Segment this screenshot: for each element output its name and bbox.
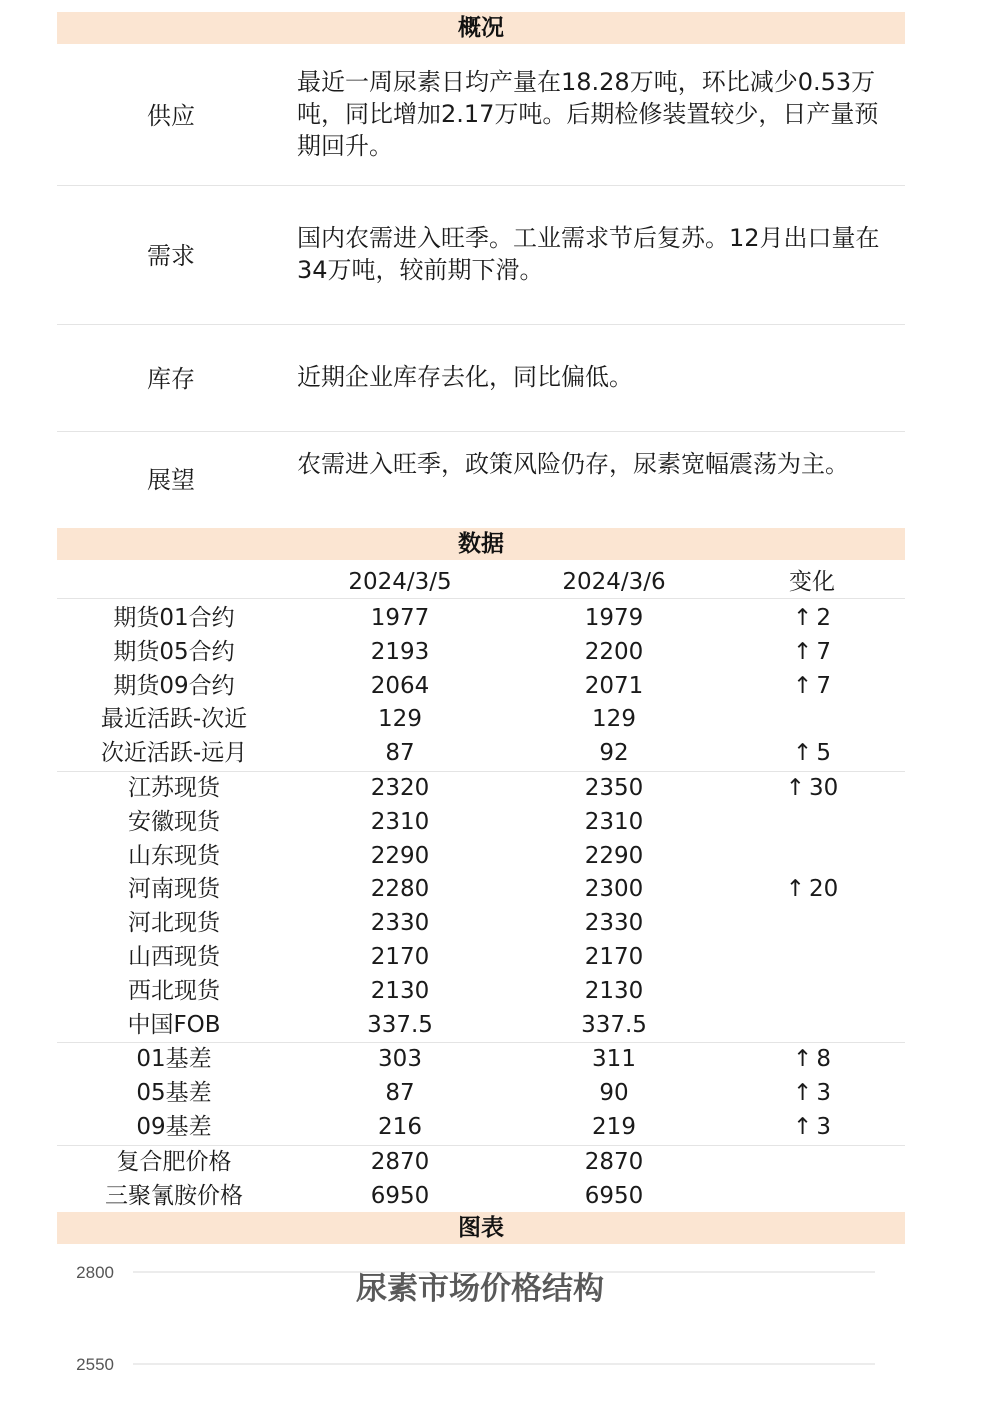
row-change <box>719 772 905 806</box>
row-value-date1: 87 <box>385 1080 415 1107</box>
row-value-date1: 2130 <box>370 977 430 1004</box>
table-row <box>57 636 905 670</box>
table-row <box>57 771 905 806</box>
change-value: 8 <box>816 1046 831 1073</box>
row-change <box>719 636 905 670</box>
arrow-up-icon: ↑ <box>793 1113 813 1140</box>
row-name: 中国FOB <box>127 1011 221 1038</box>
price-structure-chart <box>0 1245 992 1403</box>
row-value-date1: 2064 <box>370 672 430 699</box>
row-name: 05基差 <box>136 1080 212 1107</box>
arrow-up-icon: ↑ <box>793 1080 813 1107</box>
row-name: 期货05合约 <box>113 638 235 665</box>
row-name: 次近活跃-远月 <box>100 740 248 767</box>
change-value: 20 <box>809 876 839 903</box>
row-value-date1: 2193 <box>370 638 430 665</box>
row-name: 河南现货 <box>128 876 220 903</box>
row-value-date1: 2320 <box>370 774 430 801</box>
row-value-date2: 1979 <box>584 605 644 631</box>
row-value-date1: 2170 <box>370 943 430 970</box>
row-name: 江苏现货 <box>128 774 220 801</box>
y-tick-label: 2800 <box>76 1263 114 1282</box>
row-value-date1: 2870 <box>370 1148 430 1175</box>
overview-label: 库存 <box>147 365 195 393</box>
row-name: 三聚氰胺价格 <box>105 1182 243 1209</box>
change-value: 5 <box>816 740 831 767</box>
overview-label: 需求 <box>147 242 195 270</box>
row-value-date2: 2170 <box>584 943 644 970</box>
overview-header: 概况 <box>57 12 905 44</box>
row-value-date1: 2290 <box>370 842 430 869</box>
overview-row-inventory <box>57 325 905 432</box>
column-header-date2: 2024/3/6 <box>562 569 666 595</box>
row-value-date2: 2330 <box>584 910 644 937</box>
row-value-date1: 2280 <box>370 876 430 903</box>
column-header-date1: 2024/3/5 <box>348 569 452 595</box>
row-value-date1: 129 <box>378 706 422 733</box>
row-value-date1: 1977 <box>370 605 430 631</box>
overview-row-supply <box>57 44 905 186</box>
table-row <box>57 1180 905 1214</box>
row-name: 山西现货 <box>128 943 220 970</box>
table-row <box>57 975 905 1009</box>
table-row <box>57 1111 905 1145</box>
overview-text: 农需进入旺季，政策风险仍存，尿素宽幅震荡为主。 <box>297 450 849 478</box>
data-table-header <box>57 566 905 599</box>
arrow-up-icon: ↑ <box>785 876 805 903</box>
row-value-date2: 219 <box>592 1113 636 1140</box>
row-change <box>719 1077 905 1111</box>
arrow-up-icon: ↑ <box>793 740 813 767</box>
change-value: 3 <box>816 1113 831 1140</box>
overview-row-outlook <box>57 432 905 524</box>
row-value-date2: 2071 <box>584 672 644 699</box>
row-name: 西北现货 <box>128 977 220 1004</box>
row-name: 安徽现货 <box>128 808 220 835</box>
row-value-date1: 303 <box>378 1046 422 1073</box>
row-value-date2: 311 <box>592 1046 636 1073</box>
table-row <box>57 873 905 907</box>
arrow-up-icon: ↑ <box>793 672 813 699</box>
table-row <box>57 703 905 737</box>
row-name: 河北现货 <box>128 910 220 937</box>
row-value-date2: 90 <box>599 1080 629 1107</box>
row-value-date2: 2350 <box>584 774 644 801</box>
row-name: 最近活跃-次近 <box>100 706 248 733</box>
row-change <box>719 737 905 771</box>
table-row <box>57 1009 905 1043</box>
row-change <box>719 602 905 636</box>
overview-text: 最近一周尿素日均产量在18.28万吨，环比减少0.53万吨，同比增加2.17万吨。后期检修装置较少，日产量预期回升。 <box>297 68 879 160</box>
row-value-date1: 2330 <box>370 910 430 937</box>
row-value-date2: 2290 <box>584 842 644 869</box>
arrow-up-icon: ↑ <box>785 774 805 801</box>
overview-text: 近期企业库存去化，同比偏低。 <box>297 363 633 391</box>
row-value-date2: 2870 <box>584 1148 644 1175</box>
row-name: 期货01合约 <box>113 605 235 631</box>
table-row <box>57 840 905 874</box>
table-row <box>57 737 905 771</box>
row-value-date1: 2310 <box>370 808 430 835</box>
row-value-date2: 337.5 <box>581 1011 647 1038</box>
table-row <box>57 1042 905 1077</box>
row-value-date2: 2200 <box>584 638 644 665</box>
table-row <box>57 1145 905 1180</box>
row-value-date1: 87 <box>385 740 415 767</box>
table-row <box>57 670 905 704</box>
row-name: 山东现货 <box>128 842 220 869</box>
row-change <box>719 670 905 704</box>
data-header: 数据 <box>57 528 905 560</box>
change-value: 7 <box>816 672 831 699</box>
overview-row-demand <box>57 186 905 325</box>
row-name: 01基差 <box>136 1046 212 1073</box>
row-value-date2: 2300 <box>584 876 644 903</box>
change-value: 3 <box>816 1080 831 1107</box>
row-change <box>719 1111 905 1145</box>
arrow-up-icon: ↑ <box>793 605 813 631</box>
table-row <box>57 806 905 840</box>
column-header-change: 变化 <box>789 569 835 595</box>
change-value: 7 <box>816 638 831 665</box>
overview-label: 展望 <box>147 466 195 494</box>
overview-text: 国内农需进入旺季。工业需求节后复苏。12月出口量在34万吨，较前期下滑。 <box>297 224 880 284</box>
row-value-date2: 2130 <box>584 977 644 1004</box>
change-value: 30 <box>809 774 839 801</box>
table-row <box>57 1077 905 1111</box>
row-name: 09基差 <box>136 1113 212 1140</box>
row-value-date1: 216 <box>378 1113 422 1140</box>
row-value-date2: 129 <box>592 706 636 733</box>
table-row <box>57 907 905 941</box>
row-change <box>719 873 905 907</box>
row-change <box>719 1043 905 1077</box>
chart-title: 尿素市场价格结构 <box>356 1271 604 1307</box>
data-table <box>57 602 905 1213</box>
overview-label: 供应 <box>147 102 195 130</box>
y-tick-label: 2550 <box>76 1355 114 1374</box>
row-value-date2: 2310 <box>584 808 644 835</box>
row-value-date2: 92 <box>599 740 629 767</box>
row-value-date1: 337.5 <box>367 1011 433 1038</box>
table-row <box>57 602 905 636</box>
row-value-date1: 6950 <box>370 1182 430 1209</box>
change-value: 2 <box>816 605 831 631</box>
row-value-date2: 6950 <box>584 1182 644 1209</box>
row-name: 期货09合约 <box>113 672 235 699</box>
row-name: 复合肥价格 <box>116 1148 232 1175</box>
table-row <box>57 941 905 975</box>
arrow-up-icon: ↑ <box>793 638 813 665</box>
arrow-up-icon: ↑ <box>793 1046 813 1073</box>
chart-header: 图表 <box>57 1212 905 1244</box>
